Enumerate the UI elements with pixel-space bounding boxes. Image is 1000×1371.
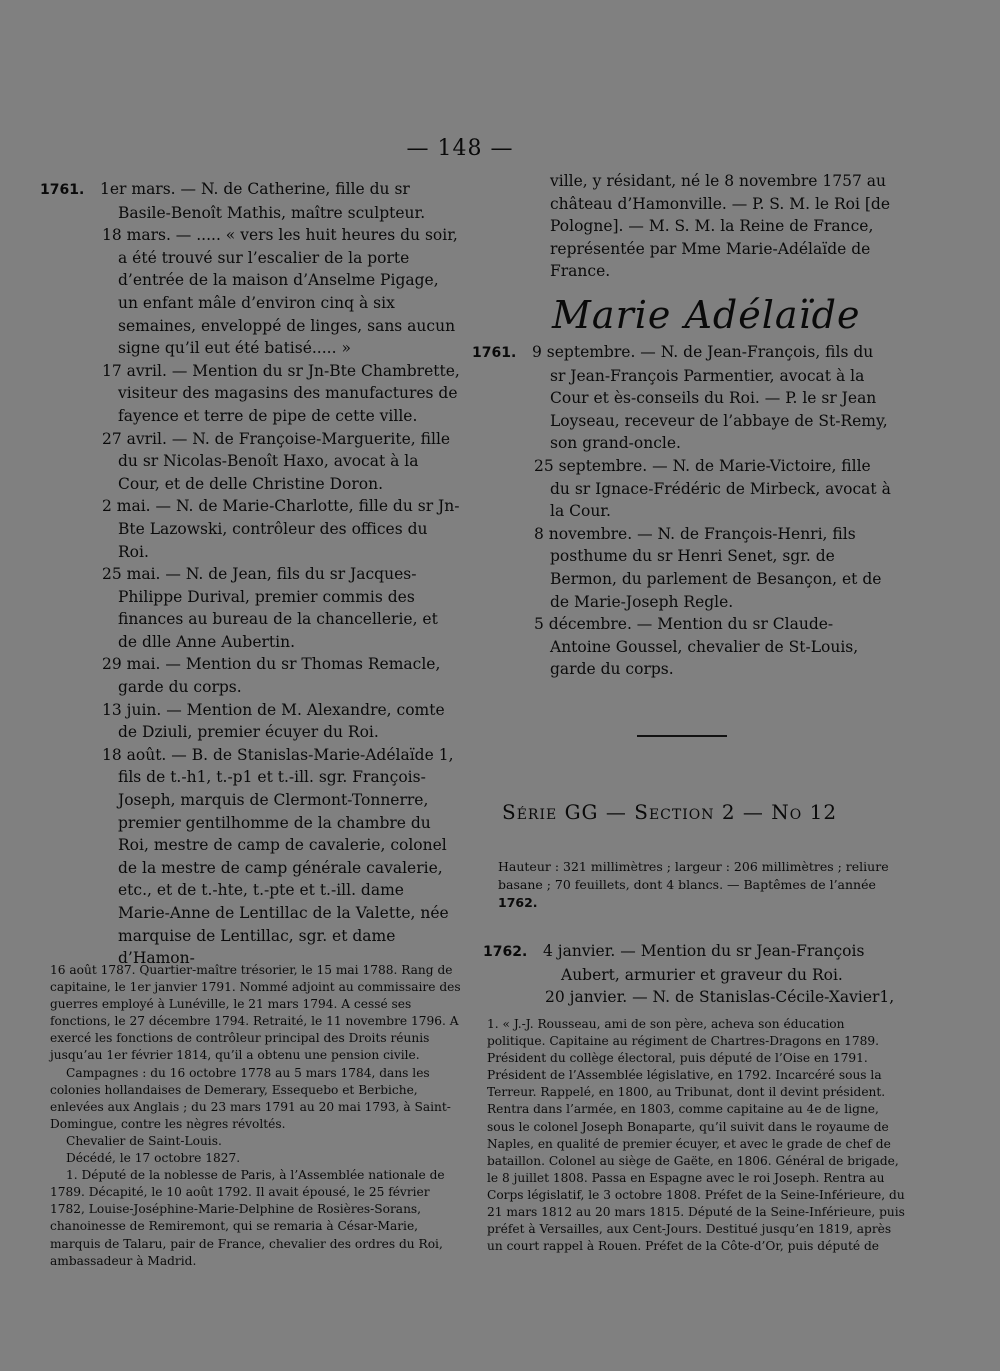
- entry-text: 18 août. — B. de Stanislas-Marie-Adélaïde 1, fils de t.-h1, t.-p1 et t.-ill. sgr. François-Joseph, marquis de Clermont-Tonnerre, premier gentilhomme de la chambre du Roi, mestre de camp de cavalerie, colonel de la mestre de camp générale cavalerie, etc., et de t.-hte, t.-pte et t.-ill. dame Marie-Anne de Lentillac de la Valette, née marquise de Lentillac, sgr. et dame d’Hamon-: [102, 745, 454, 968]
- footnote: Décédé, le 17 octobre 1827.: [66, 1151, 241, 1166]
- footnotes-right: [487, 1016, 905, 1255]
- register-entry: [483, 940, 903, 986]
- register-entry: [40, 224, 460, 360]
- register-entry: [40, 744, 460, 970]
- entry-text: 13 juin. — Mention de M. Alexandre, comte de Dziuli, premier écuyer du Roi.: [102, 700, 445, 742]
- entry-text: 18 mars. — ..... « vers les huit heures du soir, a été trouvé sur l’escalier de la porte d’entrée de la maison d’Anselme Pigage, un enfant mâle d’environ cinq à six semaines, enveloppé de linges, sans aucun signe qu’il eut été batisé..... »: [102, 226, 458, 358]
- series-year: 1762.: [498, 895, 538, 910]
- register-entry: [40, 653, 460, 698]
- series-description: [498, 858, 898, 912]
- register-entry: [472, 523, 892, 613]
- left-column: [40, 178, 460, 970]
- entry-text: 25 septembre. — N. de Marie-Victoire, fille du sr Ignace-Frédéric de Mirbeck, avocat à la Cour.: [534, 456, 891, 521]
- register-entry: [472, 341, 892, 455]
- entry-year: 1762.: [483, 944, 528, 960]
- register-entry: [472, 613, 892, 681]
- entry-year: 1761.: [472, 344, 517, 361]
- register-entry: [40, 563, 460, 653]
- section-divider: [637, 735, 727, 737]
- entry-text: ville, y résidant, né le 8 novembre 1757 au château d’Hamonville. — P. S. M. le Roi [de Pologne]. — M. S. M. la Reine de France, représentée par Mme Marie-Adélaïde de France.: [550, 172, 891, 281]
- register-entry: [472, 455, 892, 523]
- entry-text: 27 avril. — N. de Françoise-Marguerite, fille du sr Nicolas-Benoît Haxo, avocat à la Cour, et de delle Christine Doron.: [102, 429, 451, 493]
- footnote: 1. « J.-J. Rousseau, ami de son père, acheva son éducation politique. Capitaine au régiment de Chartres-Dragons en 1789. Président du collège électoral, puis député de l’Oise en 1791. Président de l’Assemblée législative, en 1792. Incarcéré sous la Terreur. Rappelé, en 1800, au Tribunat, dont il devint président. Rentra dans l’armée, en 1803, comme capitaine au 4e de ligne, sous le colonel Joseph Bonaparte, qu’il suivit dans le royaume de Naples, en qualité de premier écuyer, et avec le grade de chef de bataillon. Colonel au siège de Gaëte, en 1806. Général de brigade, le 8 juillet 1808. Passa en Espagne avec le roi Joseph. Rentra au Corps législatif, le 3 octobre 1808. Préfet de la Seine-Inférieure, du 21 mars 1812 au 20 mars 1815. Député de la Seine-Inférieure, puis préfet à Versailles, aux Cent-Jours. Destitué jusqu’en 1819, après un court rappel à Rouen. Préfet de la Côte-d’Or, puis député de: [487, 1017, 905, 1254]
- right-column-2: [483, 940, 903, 1009]
- register-entry: [483, 986, 903, 1009]
- footnote: Chevalier de Saint-Louis.: [66, 1133, 222, 1148]
- signature: Marie Adélaïde: [552, 292, 861, 337]
- register-entry: [40, 428, 460, 496]
- entry-text: 5 décembre. — Mention du sr Claude-Antoine Goussel, chevalier de St-Louis, garde du corps.: [534, 615, 859, 679]
- entry-text: 29 mai. — Mention du sr Thomas Remacle, garde du corps.: [102, 655, 441, 697]
- entry-text: 9 septembre. — N. de Jean-François, fils du sr Jean-François Parmentier, avocat à la Cour et ès-conseils du Roi. — P. le sr Jean Loyseau, receveur de l’abbaye de St-Remy, son grand-oncle.: [532, 342, 888, 453]
- right-column: [472, 170, 892, 681]
- entry-year: 1761.: [40, 182, 85, 198]
- register-entry: [40, 699, 460, 744]
- series-description-text: Hauteur : 321 millimètres ; largeur : 206 millimètres ; reliure basane ; 70 feuillets, dont 4 blancs. — Baptêmes de l’année: [498, 859, 889, 892]
- entry-text: 25 mai. — N. de Jean, fils du sr Jacques-Philippe Durival, premier commis des finances au bureau de la chancellerie, et de dlle Anne Aubertin.: [102, 565, 438, 651]
- entry-text: 8 novembre. — N. de François-Henri, fils posthume du sr Henri Senet, sgr. de Bermon, du parlement de Besançon, et de de Marie-Joseph Regle.: [534, 524, 882, 611]
- series-heading: Série GG — Section 2 — No 12: [502, 800, 838, 824]
- entry-text: 4 janvier. — Mention du sr Jean-François Aubert, armurier et graveur du Roi.: [543, 942, 865, 984]
- entry-text: 1er mars. — N. de Catherine, fille du sr Basile-Benoît Mathis, maître sculpteur.: [100, 180, 426, 222]
- entry-text: 17 avril. — Mention du sr Jn-Bte Chambrette, visiteur des magasins des manufactures de fayence et terre de pipe de cette ville.: [102, 361, 460, 425]
- page-number: — 148 —: [406, 136, 514, 161]
- footnotes-left: [50, 962, 466, 1270]
- footnote: 16 août 1787. Quartier-maître trésorier, le 15 mai 1788. Rang de capitaine, le 1er janvier 1791. Nommé adjoint au commissaire des guerres employé à Lunéville, le 21 mars 1794. A cessé ses fonctions, le 27 décembre 1794. Retraité, le 11 novembre 1796. A exercé les fonctions de contrôleur principal des Droits réunis jusqu’au 1er février 1814, qu’il a obtenu une pension civile.: [50, 963, 461, 1063]
- entry-text: 20 janvier. — N. de Stanislas-Cécile-Xavier1,: [545, 988, 895, 1007]
- register-entry: [40, 495, 460, 563]
- footnote: Campagnes : du 16 octobre 1778 au 5 mars 1784, dans les colonies hollandaises de Demerary, Essequebo et Berbiche, enlevées aux Anglais ; du 23 mars 1791 au 20 mai 1793, à Saint-Domingue, contre les nègres révoltés.: [50, 1065, 451, 1131]
- footnote: 1. Député de la noblesse de Paris, à l’Assemblée nationale de 1789. Décapité, le 10 août 1792. Il avait épousé, le 25 février 1782, Louise-Joséphine-Marie-Delphine de Rosières-Sorans, chanoinesse de Remiremont, qui se remaria à César-Marie, marquis de Talaru, pair de France, chevalier des ordres du Roi, ambassadeur à Madrid.: [50, 1168, 445, 1268]
- entry-text: 2 mai. — N. de Marie-Charlotte, fille du sr Jn-Bte Lazowski, contrôleur des offices du Roi.: [102, 497, 460, 561]
- register-entry: [40, 178, 460, 224]
- register-entry: [472, 170, 892, 283]
- register-entry: [40, 360, 460, 428]
